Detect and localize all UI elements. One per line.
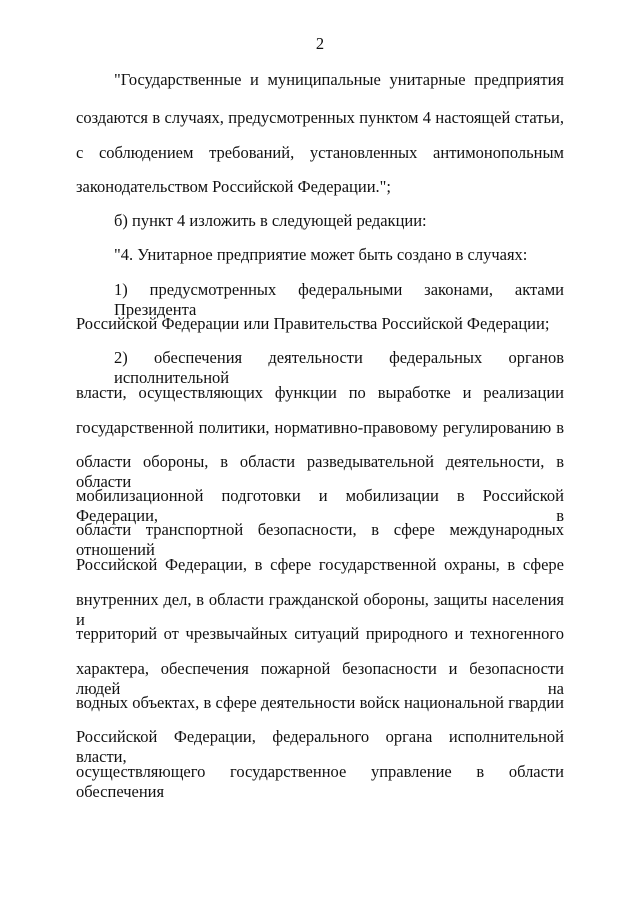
text-line: "Государственные и муниципальные унитарные предприятия — [114, 70, 564, 89]
text-line: создаются в случаях, предусмотренных пунктом 4 настоящей статьи, — [76, 108, 564, 127]
text-line: Российской Федерации или Правительства Российской Федерации; — [76, 314, 550, 333]
text-line: водных объектах, в сфере деятельности войск национальной гвардии — [76, 693, 564, 712]
text-line: государственной политики, нормативно-правовому регулированию в — [76, 418, 564, 437]
text-line: "4. Унитарное предприятие может быть создано в случаях: — [114, 245, 528, 264]
text-line: 2) обеспечения деятельности федеральных органов исполнительной — [114, 348, 564, 387]
page-number: 2 — [315, 34, 325, 53]
text-line: с соблюдением требований, установленных антимонопольным — [76, 143, 564, 162]
text-line: осуществляющего государственное управление в области обеспечения — [76, 762, 564, 801]
text-line: территорий от чрезвычайных ситуаций природного и техногенного — [76, 624, 564, 643]
text-line: внутренних дел, в области гражданской обороны, защиты населения и — [76, 590, 564, 629]
text-line: Российской Федерации, в сфере государственной охраны, в сфере — [76, 555, 564, 574]
text-line: законодательством Российской Федерации."; — [76, 177, 391, 196]
text-line: 1) предусмотренных федеральными законами, актами Президента — [114, 280, 564, 319]
text-line: б) пункт 4 изложить в следующей редакции: — [114, 211, 427, 230]
text-line: Российской Федерации, федерального органа исполнительной власти, — [76, 727, 564, 766]
text-line: характера, обеспечения пожарной безопасности и безопасности людей на — [76, 659, 564, 698]
text-line: мобилизационной подготовки и мобилизации в Российской Федерации, в — [76, 486, 564, 525]
text-line: области транспортной безопасности, в сфере международных отношений — [76, 520, 564, 559]
text-line: области обороны, в области разведывательной деятельности, в области — [76, 452, 564, 491]
text-line: власти, осуществляющих функции по выработке и реализации — [76, 383, 564, 402]
